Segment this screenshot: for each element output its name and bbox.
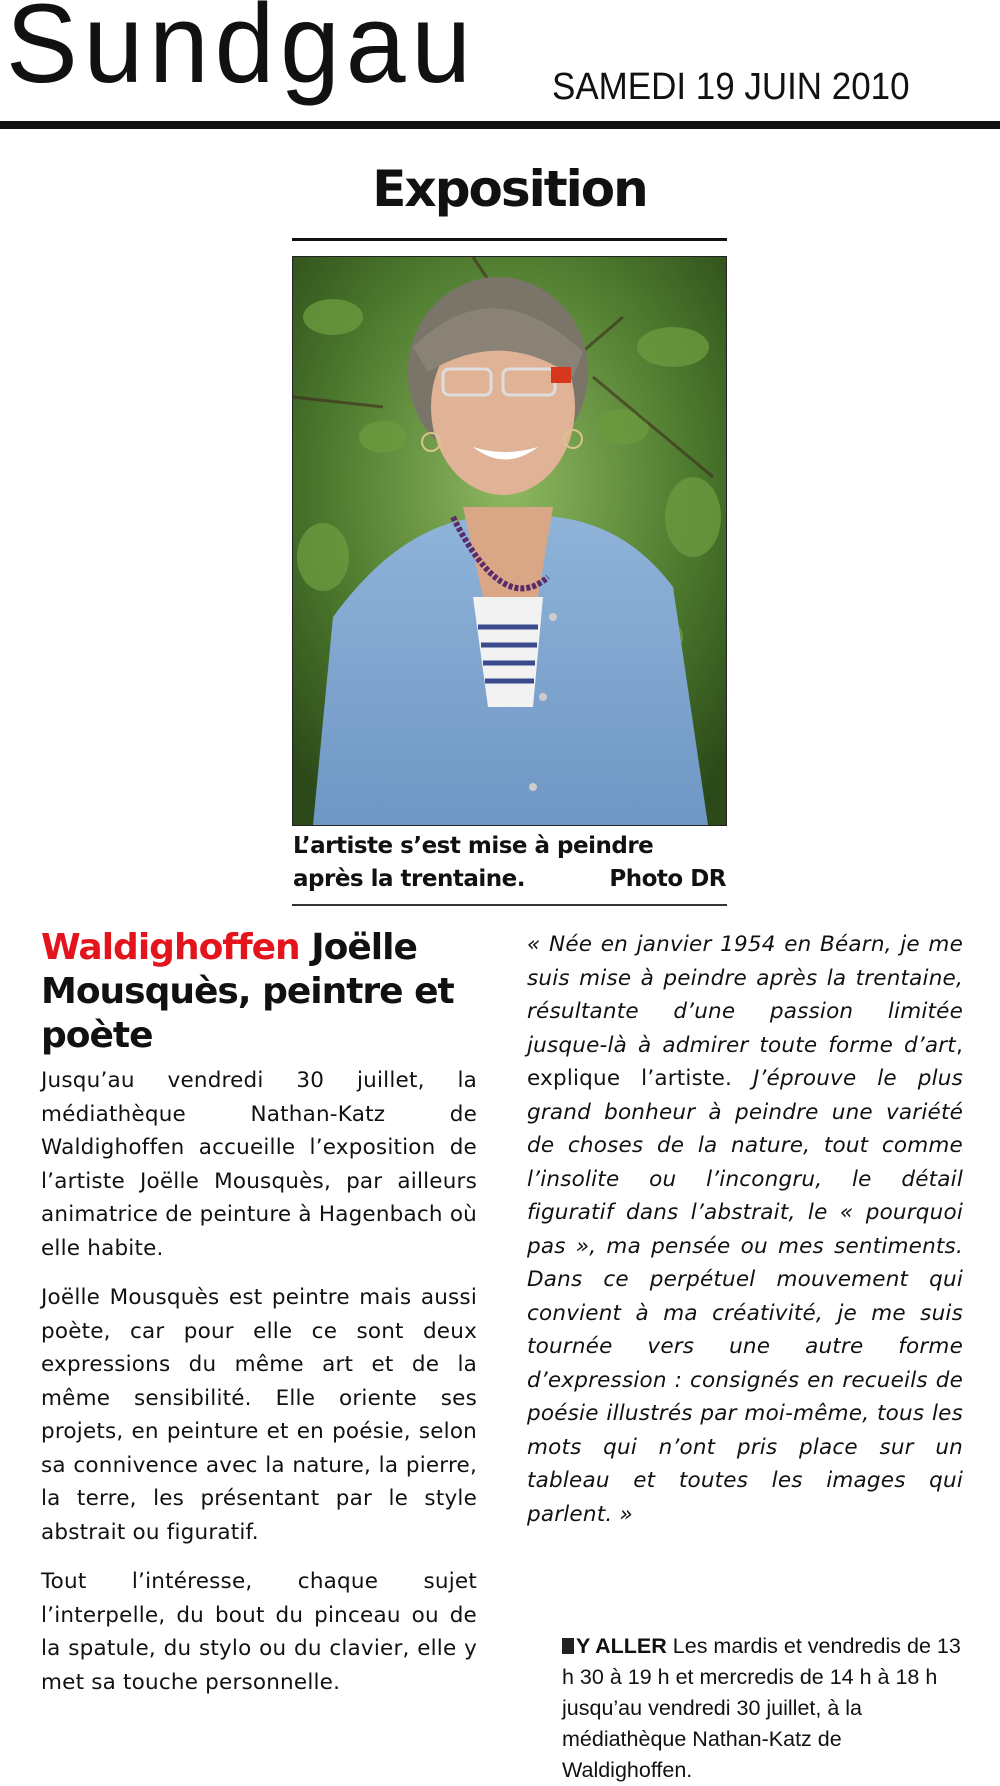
artist-quote: [527, 928, 963, 1531]
section-label: Exposition: [372, 160, 647, 218]
headline-text: Joëlle Mousquès, peintre et poète: [41, 927, 454, 1056]
info-label: Y ALLER: [576, 1634, 667, 1658]
caption-line-1: L’artiste s’est mise à peindre: [293, 833, 654, 859]
quote-attribution: , explique l’artiste.: [527, 1032, 963, 1091]
bullet-square-icon: [562, 1638, 574, 1654]
caption-line-2: après la trentaine.: [293, 866, 525, 892]
practical-info-box: [562, 1631, 962, 1786]
article-headline: [41, 926, 477, 1058]
info-text: Les mardis et vendredis de 13 h 30 à 19 h et mercredis de 14 h à 18 h jusqu’au vendredi 30 juillet, à la médiathèque Nathan-Katz de Waldighoffen.: [562, 1634, 961, 1782]
quote-part-2: J’éprouve le plus grand bonheur à peindre une variété de choses de la nature, tout comme l’insolite ou l’incongru, le détail figuratif dans l’abstrait, le « pourquoi pas », ma pensée ou mes sentiments. Dans ce perpétuel mouvement qui convient à ma créativité, je me suis tournée vers une autre forme d’expression : consignés en recueils de poésie illustrés par moi-même, tous les mots qui n’ont pris place sur un tableau et toutes les images qui parlent. »: [527, 1066, 963, 1527]
portrait-illustration: [293, 257, 726, 825]
section-rule: [292, 238, 727, 241]
publication-date: SAMEDI 19 JUIN 2010: [552, 66, 910, 108]
article-left-column: [41, 926, 477, 1715]
masthead-rule: [0, 121, 1000, 129]
caption-rule: [292, 904, 727, 906]
article-paragraph-3: Tout l’intéresse, chaque sujet l’interpelle, du bout du pinceau ou de la spatule, du stylo ou du clavier, elle y met sa touche personnelle.: [41, 1569, 477, 1695]
article-photo: [292, 256, 727, 826]
headline-kicker: Waldighoffen: [41, 927, 300, 968]
quote-part-1: « Née en janvier 1954 en Béarn, je me suis mise à peindre après la trentaine, résultante d’une passion limitée jusque-là à admirer toute forme d’art: [527, 932, 963, 1058]
newspaper-section-title: Sundgau: [6, 0, 477, 106]
article-paragraph-1: Jusqu’au vendredi 30 juillet, la médiathèque Nathan-Katz de Waldighoffen accueille l’exposition de l’artiste Joëlle Mousquès, par ailleurs animatrice de peinture à Hagenbach où elle habite.: [41, 1068, 477, 1261]
photo-caption: [293, 830, 726, 896]
article-paragraph-2: Joëlle Mousquès est peintre mais aussi poète, car pour elle ce sont deux expressions du même art et de la même sensibilité. Elle oriente ses projets, en peinture et en poésie, selon sa connivence avec la nature, la pierre, la terre, les présentant par le style abstrait ou figuratif.: [41, 1285, 477, 1545]
article-right-column: [527, 928, 963, 1531]
photo-credit: Photo DR: [609, 866, 726, 892]
masthead: [0, 0, 1000, 132]
